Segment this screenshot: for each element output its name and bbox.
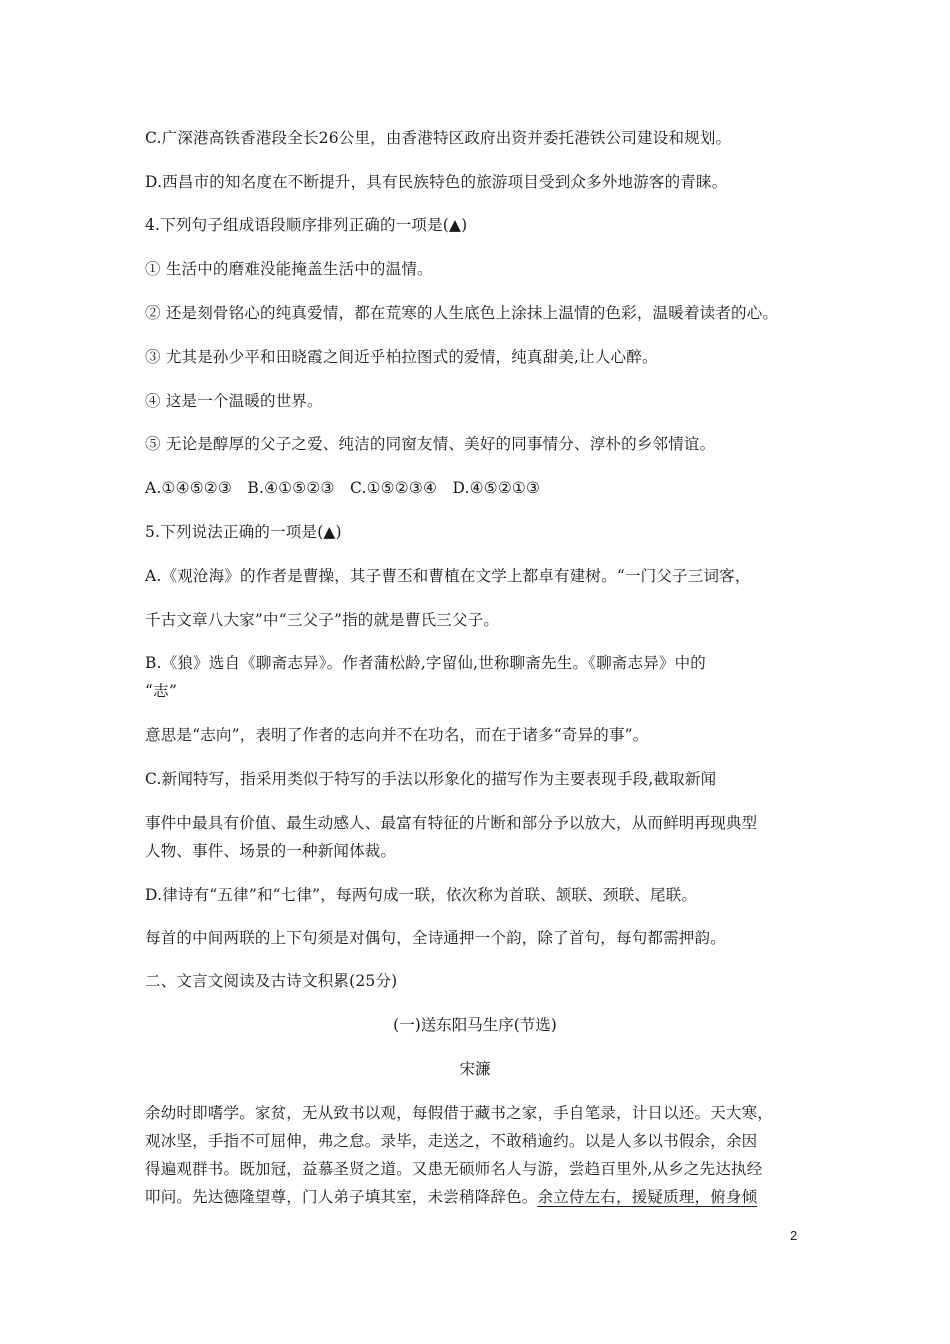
passage-line-1: 余幼时即嗜学。家贫，无从致书以观，每假借于藏书之家，手自笔录，计日以还。天大寒， (145, 1104, 774, 1122)
q5-option-d-line-2: 每首的中间两联的上下句须是对偶句，全诗通押一个韵，除了首句，每句都需押韵。 (145, 929, 726, 947)
q5-option-b-line-3: 意思是“志向”，表明了作者的志向并不在功名，而在于诸多“奇异的事”。 (145, 726, 649, 744)
passage-line-4-plain: 叩问。先达德隆望尊，门人弟子填其室，未尝稍降辞色。 (145, 1188, 538, 1206)
q3-option-d: D.西昌市的知名度在不断提升，具有民族特色的旅游项目受到众多外地游客的青睐。 (145, 173, 728, 191)
page-number: 2 (790, 1228, 798, 1243)
q5-option-d-line-1: D.律诗有“五律”和“七律”，每两句成一联，依次称为首联、颔联、颈联、尾联。 (145, 886, 698, 904)
q5-option-b-line-1: B.《狼》选自《聊斋志异》。作者蒲松龄,字留仙,世称聊斋先生。《聊斋志异》中的 (145, 654, 706, 672)
q5-option-b-line-2: “志” (145, 682, 177, 700)
q5-option-c-line-1: C.新闻特写，指采用类似于特写的手法以形象化的描写作为主要表现手段,截取新闻 (145, 770, 717, 788)
section-heading: 二、文言文阅读及古诗文积累(25分) (145, 972, 398, 990)
q5-option-c-line-3: 人物、事件、场景的一种新闻体裁。 (145, 842, 397, 860)
q5-option-a-line-1: A.《观沧海》的作者是曹操，其子曹丕和曹植在文学上都卓有建树。“一门父子三词客， (145, 567, 751, 585)
q3-option-c: C.广深港高铁香港段全长26公里，由香港特区政府出资并委托港铁公司建设和规划。 (145, 129, 732, 147)
q4-sentence-3: ③ 尤其是孙少平和田晓霞之间近乎柏拉图式的爱情，纯真甜美,让人心醉。 (145, 348, 658, 366)
q4-options: A.①④⑤②③ B.④①⑤②③ C.①⑤②③④ D.④⑤②①③ (145, 479, 541, 497)
q5-stem: 5.下列说法正确的一项是(▲) (145, 523, 342, 541)
q5-option-c-line-2: 事件中最具有价值、最生动感人、最富有特征的片断和部分予以放大，从而鲜明再现典型 (145, 814, 758, 832)
q4-sentence-5: ⑤ 无论是醇厚的父子之爱、纯洁的同窗友情、美好的同事情分、淳朴的乡邻情谊。 (145, 435, 716, 453)
q4-sentence-1: ① 生活中的磨难没能掩盖生活中的温情。 (145, 260, 433, 278)
q4-stem: 4.下列句子组成语段顺序排列正确的一项是(▲) (145, 216, 468, 234)
q5-option-a-line-2: 千古文章八大家”中“三父子”指的就是曹氏三父子。 (145, 611, 500, 629)
passage-line-4 (145, 1186, 757, 1208)
passage-line-3: 得遍观群书。既加冠，益慕圣贤之道。又患无硕师名人与游，尝趋百里外,从乡之先达执经 (145, 1160, 763, 1178)
q4-sentence-2: ② 还是刻骨铭心的纯真爱情，都在荒寒的人生底色上涂抹上温情的色彩，温暖着读者的心。 (145, 304, 779, 322)
q4-sentence-4: ④ 这是一个温暖的世界。 (145, 392, 323, 410)
passage-underlined-sentence: 余立侍左右，援疑质理，俯身倾 (537, 1188, 758, 1206)
passage-title: (一)送东阳马生序(节选) (393, 1016, 557, 1034)
passage-line-2: 观冰坚，手指不可屈伸，弗之怠。录毕，走送之，不敢稍逾约。以是人多以书假余，余因 (145, 1132, 758, 1150)
passage-author: 宋濂 (459, 1060, 491, 1078)
